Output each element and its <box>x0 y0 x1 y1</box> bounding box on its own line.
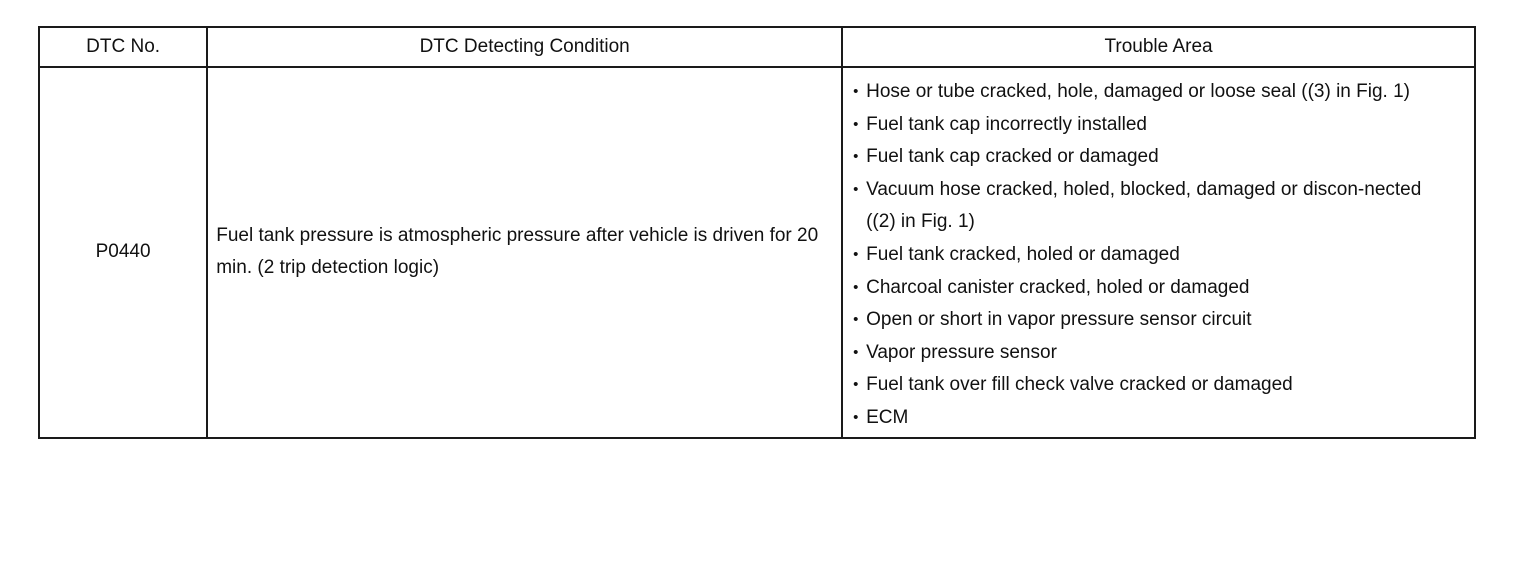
dtc-table <box>38 26 1476 439</box>
list-item <box>853 369 1456 402</box>
trouble-area-text: Charcoal canister cracked, holed or damaged <box>866 276 1250 298</box>
trouble-area-text: Vapor pressure sensor <box>866 341 1057 363</box>
header-detecting-condition: DTC Detecting Condition <box>207 27 842 67</box>
table-row <box>39 67 1475 438</box>
header-trouble-area: Trouble Area <box>842 27 1475 67</box>
trouble-area-text: ECM <box>866 406 909 428</box>
list-item <box>853 141 1456 174</box>
trouble-area-text: Fuel tank cracked, holed or damaged <box>866 243 1180 265</box>
detecting-condition: Fuel tank pressure is atmospheric pressure after vehicle is driven for 20 min. (2 trip detection logic) <box>207 67 842 438</box>
bullet-icon: • <box>853 343 859 361</box>
bullet-icon: • <box>853 376 859 394</box>
trouble-area-text: Open or short in vapor pressure sensor circuit <box>866 309 1252 331</box>
bullet-icon: • <box>853 180 859 198</box>
list-item <box>853 304 1456 337</box>
trouble-area-text: Vacuum hose cracked, holed, blocked, damaged or discon-nected ((2) in Fig. 1) <box>866 178 1422 233</box>
trouble-area-text: Hose or tube cracked, hole, damaged or loose seal ((3) in Fig. 1) <box>866 81 1410 102</box>
list-item <box>853 174 1456 239</box>
trouble-area-list <box>853 76 1456 435</box>
bullet-icon: • <box>853 245 859 263</box>
bullet-icon: • <box>853 115 859 133</box>
header-row <box>39 27 1475 67</box>
bullet-icon: • <box>853 278 859 296</box>
bullet-icon: • <box>853 83 859 100</box>
trouble-area-text: Fuel tank cap cracked or damaged <box>866 146 1159 168</box>
list-item <box>853 272 1456 305</box>
trouble-area-text: Fuel tank over fill check valve cracked or damaged <box>866 374 1293 396</box>
list-item <box>853 109 1456 142</box>
list-item <box>853 239 1456 272</box>
bullet-icon: • <box>853 148 859 166</box>
list-item <box>853 337 1456 370</box>
dtc-code: P0440 <box>39 67 207 438</box>
list-item <box>853 76 1456 109</box>
bullet-icon: • <box>853 311 859 329</box>
trouble-area-cell <box>842 67 1475 438</box>
list-item <box>853 402 1456 435</box>
bullet-icon: • <box>853 408 859 426</box>
header-dtc-no: DTC No. <box>39 27 207 67</box>
trouble-area-text: Fuel tank cap incorrectly installed <box>866 113 1148 135</box>
